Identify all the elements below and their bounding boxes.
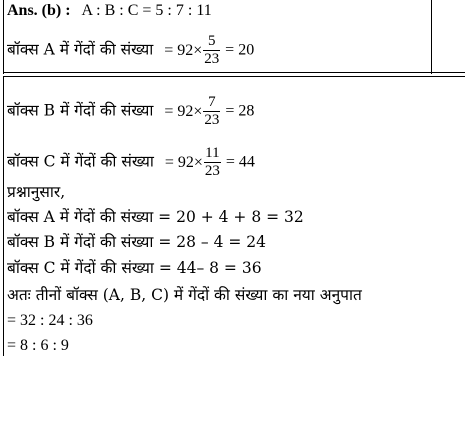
- new-ratio-heading: अतः तीनों बॉक्स (A, B, C) में गेंदों की संख्या का नया अनुपात: [7, 286, 362, 304]
- box-c-calc-rhs: = 44: [225, 153, 255, 171]
- ratio-step-2: = 8 : 6 : 9: [7, 337, 69, 354]
- divider-line-1: [3, 72, 465, 73]
- ratio-step-1: = 32 : 24 : 36: [7, 312, 93, 329]
- new-box-c-line: बॉक्स C में गेंदों की संख्या = 44– 8 = 36: [7, 259, 262, 277]
- box-b-calc-rhs: = 28: [225, 102, 255, 120]
- box-b-denominator: 23: [204, 112, 220, 128]
- box-b-calc-line: [7, 94, 254, 129]
- answer-line: [7, 1, 212, 20]
- box-a-fraction: [203, 33, 220, 68]
- new-box-a-line: बॉक्स A में गेंदों की संख्या = 20 + 4 + 8 = 32: [7, 208, 304, 226]
- box-c-calc-line: [7, 145, 255, 180]
- box-a-calc-lhs: = 92×: [164, 41, 203, 59]
- answer-label: Ans. (b) :: [7, 2, 71, 19]
- box-c-calc-lhs: = 92×: [164, 153, 203, 171]
- box-b-calc-lhs: = 92×: [164, 102, 203, 120]
- box-a-calc-line: [7, 33, 254, 68]
- left-border-bottom: [3, 76, 4, 356]
- left-border-top: [3, 0, 4, 74]
- box-b-calc-text: बॉक्स B में गेंदों की संख्या: [7, 101, 154, 120]
- answer-ratio: A : B : C = 5 : 7 : 11: [81, 2, 212, 19]
- box-c-denominator: 23: [204, 163, 220, 179]
- new-box-b-line: बॉक्स B में गेंदों की संख्या = 28 – 4 = 24: [7, 233, 267, 251]
- box-a-numerator: 5: [203, 33, 220, 51]
- divider-line-2: [3, 76, 465, 77]
- box-a-calc-rhs: = 20: [225, 41, 255, 59]
- box-c-calc-text: बॉक्स C में गेंदों की संख्या: [7, 152, 154, 171]
- right-border-top: [431, 0, 432, 74]
- box-c-numerator: 11: [205, 145, 220, 161]
- box-a-denominator: 23: [204, 51, 220, 67]
- box-a-calc-text: बॉक्स A में गेंदों की संख्या: [7, 40, 154, 59]
- condition-heading: प्रश्नानुसार,: [7, 183, 66, 201]
- box-b-fraction: [203, 94, 220, 129]
- box-c-fraction: [204, 145, 221, 180]
- box-b-numerator: 7: [203, 94, 220, 112]
